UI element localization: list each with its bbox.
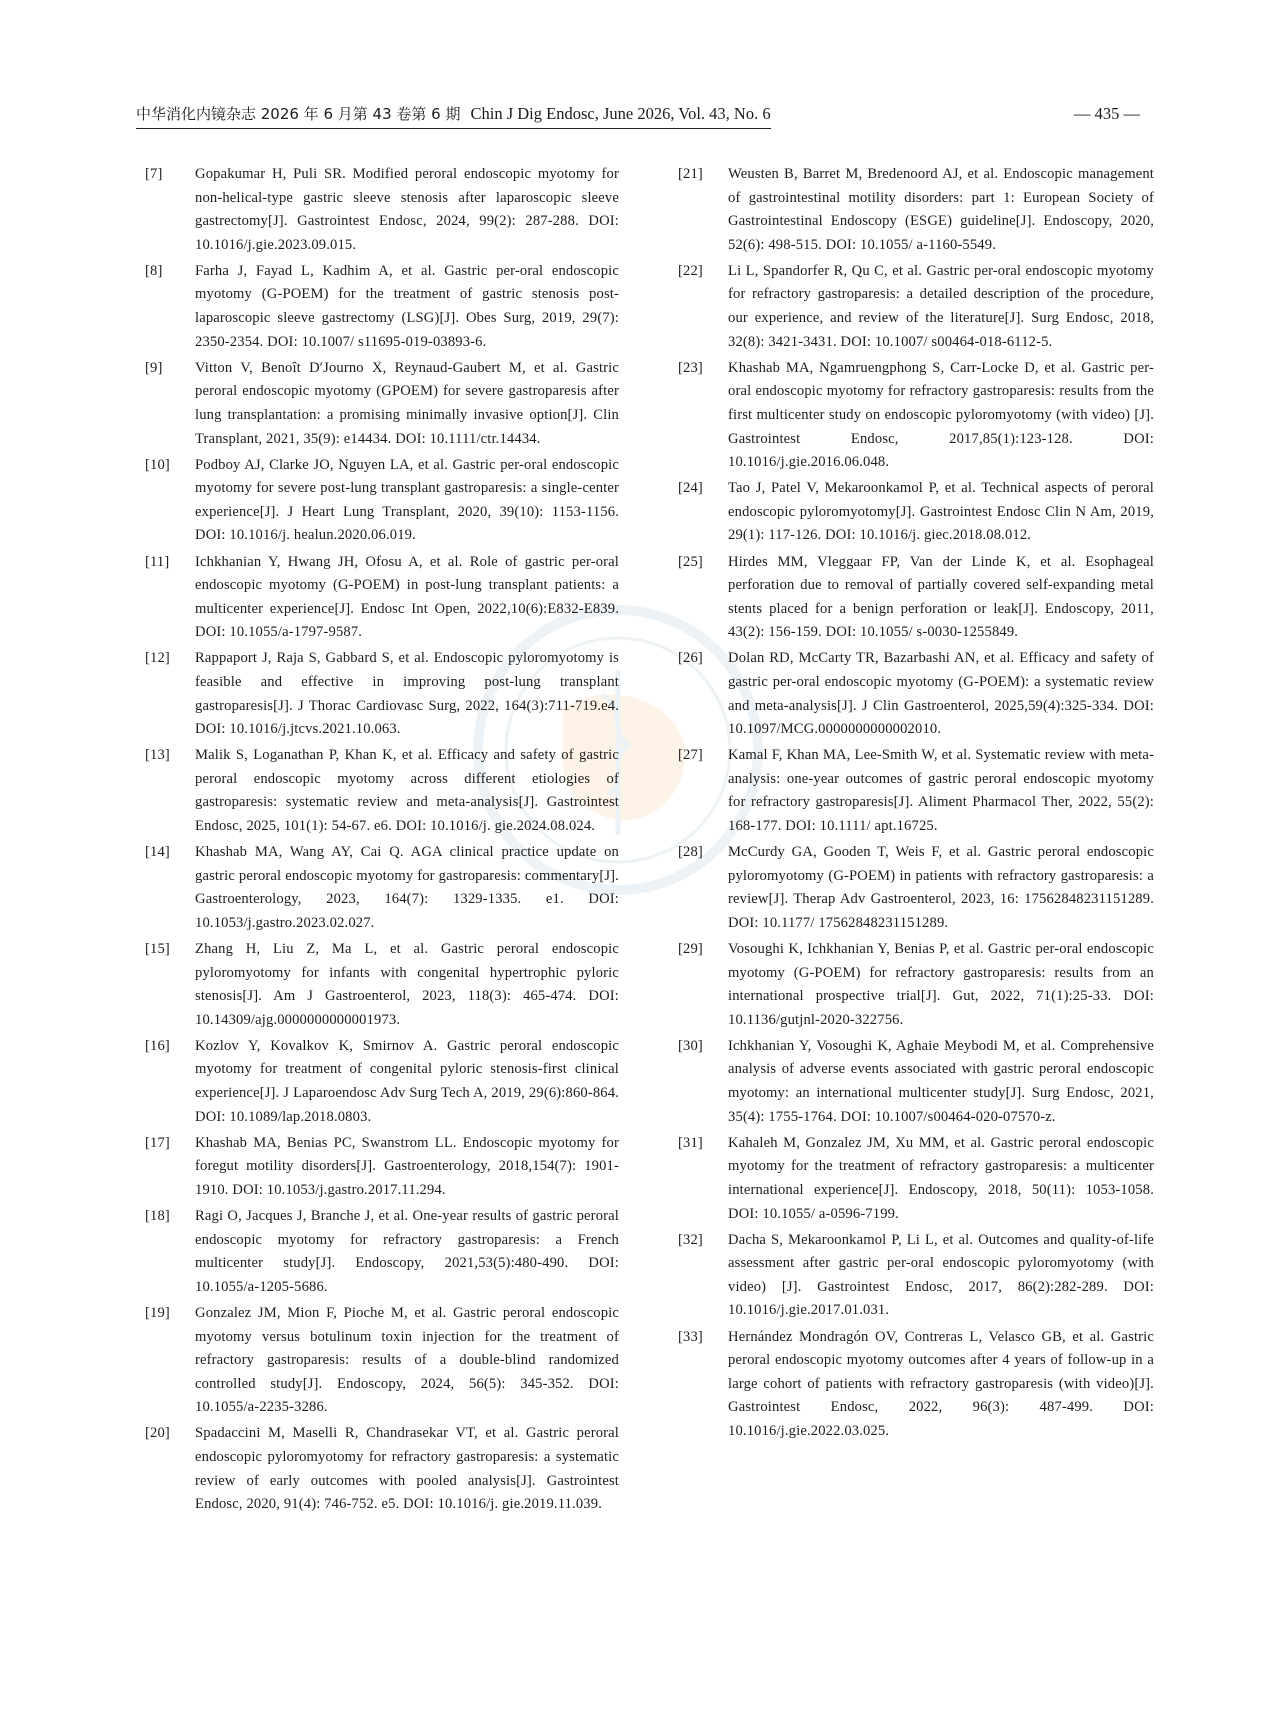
reference-text: Khashab MA, Ngamruengphong S, Carr-Locke D, et al. Gastric per-oral endoscopic myotomy for refractory gastroparesis: results from the first multicenter study on endoscopic pyloromyotomy (with video) [J]. Gastrointest Endosc, 2017,85(1):123-128. DOI: 10.1016/j.gie.2016.06.048. [728,359,1154,471]
reference-number: [16] [145,1037,170,1054]
journal-citation [136,103,771,129]
reference-item [145,551,619,645]
reference-text: Rappaport J, Raja S, Gabbard S, et al. Endoscopic pyloromyotomy is feasible and effective in improving post-lung transplant gastroparesis[J]. J Thorac Cardiovasc Surg, 2022, 164(3):711-719.e4. DOI: 10.1016/j.jtcvs.2021.10.063. [195,650,619,738]
reference-number: [17] [145,1134,170,1151]
reference-item [145,260,619,354]
reference-number: [33] [678,1328,703,1345]
reference-number: [15] [145,941,170,957]
reference-number: [19] [145,1304,170,1321]
reference-item [678,841,1154,935]
reference-item [678,551,1154,645]
reference-text: Ichkhanian Y, Hwang JH, Ofosu A, et al. Role of gastric per-oral endoscopic myotomy (G-POEM) in post-lung transplant patients: a multicenter experience[J]. Endosc Int Open, 2022,10(6):E832-E839. DOI: 10.1055/a-1797-9587. [195,553,619,641]
reference-number: [12] [145,650,170,667]
reference-text: Khashab MA, Benias PC, Swanstrom LL. Endoscopic myotomy for foregut motility disorders[J]. Gastroenterology, 2018,154(7): 1901-1910. DOI: 10.1053/j.gastro.2017.11.294. [195,1134,619,1198]
reference-item [678,1229,1154,1323]
reference-number: [8] [145,262,163,279]
journal-name-en: Chin J Dig Endosc, June 2026, Vol. 43, No. 6 [470,104,771,123]
page-number: — 435 — [1074,104,1140,123]
reference-item [145,841,619,935]
reference-item [678,357,1154,475]
reference-number: [27] [678,747,703,764]
reference-item [145,744,619,838]
reference-text: Li L, Spandorfer R, Qu C, et al. Gastric per-oral endoscopic myotomy for refractory gastroparesis: a detailed description of the procedure, our experience, and review of the literature[J]. Surg Endosc, 2018, 32(8): 3421-3431. DOI: 10.1007/ s00464-018-6112-5. [728,262,1154,350]
reference-number: [28] [678,844,703,861]
reference-item [678,260,1154,354]
reference-number: [25] [678,553,703,570]
reference-text: Hirdes MM, Vleggaar FP, Van der Linde K, et al. Esophageal perforation due to removal of partially covered self-expanding metal stents placed for a benign perforation or leak[J]. Endoscopy, 2011, 43(2): 156-159. DOI: 10.1055/ s-0030-1255849. [728,553,1154,641]
reference-number: [21] [678,166,703,182]
reference-item [145,357,619,451]
reference-item [678,938,1154,1032]
reference-text: Weusten B, Barret M, Bredenoord AJ, et al. Endoscopic management of gastrointestinal motility disorders: part 1: European Society of Gastrointestinal Endoscopy (ESGE) guideline[J]. Endoscopy, 2020, 52(6): 498-515. DOI: 10.1055/ a-1160-5549. [728,166,1154,253]
reference-text: Zhang H, Liu Z, Ma L, et al. Gastric peroral endoscopic pyloromyotomy for infants with congenital hypertrophic pyloric stenosis[J]. Am J Gastroenterol, 2023, 118(3): 465-474. DOI: 10.14309/ajg.0000000000001973. [195,941,619,1028]
reference-text: Spadaccini M, Maselli R, Chandrasekar VT, et al. Gastric peroral endoscopic pyloromyotomy for refractory gastroparesis: a systematic review of early outcomes with pooled analysis[J]. Gastrointest Endosc, 2020, 91(4): 746-752. e5. DOI: 10.1016/j. gie.2019.11.039. [195,1425,619,1513]
reference-text: Ichkhanian Y, Vosoughi K, Aghaie Meybodi M, et al. Comprehensive analysis of adverse events associated with gastric peroral endoscopic myotomy: an international multicenter study[J]. Surg Endosc, 2021, 35(4): 1755-1764. DOI: 10.1007/s00464-020-07570-z. [728,1037,1154,1125]
reference-item [678,477,1154,548]
reference-text: Ragi O, Jacques J, Branche J, et al. One-year results of gastric peroral endoscopic myotomy for refractory gastroparesis: a French multicenter study[J]. Endoscopy, 2021,53(5):480-490. DOI: 10.1055/a-1205-5686. [195,1208,619,1295]
reference-text: Khashab MA, Wang AY, Cai Q. AGA clinical practice update on gastric peroral endoscopic myotomy for gastroparesis: commentary[J]. Gastroenterology, 2023, 164(7): 1329-1335. e1. DOI: 10.1053/j.gastro.2023.02.027. [195,844,619,931]
reference-item [145,454,619,548]
reference-text: Tao J, Patel V, Mekaroonkamol P, et al. Technical aspects of peroral endoscopic pyloromyotomy[J]. Gastrointest Endosc Clin N Am, 2019, 29(1): 117-126. DOI: 10.1016/j. giec.2018.08.012. [728,480,1154,544]
reference-text: Podboy AJ, Clarke JO, Nguyen LA, et al. Gastric per-oral endoscopic myotomy for severe post-lung transplant gastroparesis: a single-center experience[J]. J Heart Lung Transplant, 2020, 39(10): 1153-1156. DOI: 10.1016/j. healun.2020.06.019. [195,456,619,544]
reference-number: [13] [145,747,170,764]
reference-item [678,1326,1154,1444]
reference-text: Farha J, Fayad L, Kadhim A, et al. Gastric per-oral endoscopic myotomy (G-POEM) for the treatment of gastric stenosis post-laparoscopic sleeve gastrectomy (LSG)[J]. Obes Surg, 2019, 29(7): 2350-2354. DOI: 10.1007/ s11695-019-03893-6. [195,262,619,350]
reference-number: [24] [678,480,703,497]
reference-number: [32] [678,1231,703,1248]
reference-number: [31] [678,1134,703,1151]
reference-item [145,938,619,1032]
reference-text: Gopakumar H, Puli SR. Modified peroral endoscopic myotomy for non-helical-type gastric sleeve stenosis after laparoscopic sleeve gastrectomy[J]. Gastrointest Endosc, 2024, 99(2): 287-288. DOI: 10.1016/j.gie.2023.09.015. [195,166,619,253]
reference-item [145,1422,619,1516]
reference-number: [29] [678,941,703,957]
reference-number: [10] [145,456,170,473]
reference-number: [11] [145,553,170,570]
reference-item [145,163,619,257]
reference-number: [30] [678,1037,703,1054]
reference-text: Dacha S, Mekaroonkamol P, Li L, et al. Outcomes and quality-of-life assessment after gastric per-oral endoscopic pyloromyotomy (with video) [J]. Gastrointest Endosc, 2017, 86(2):282-289. DOI: 10.1016/j.gie.2017.01.031. [728,1231,1154,1319]
reference-text: McCurdy GA, Gooden T, Weis F, et al. Gastric peroral endoscopic pyloromyotomy (G-POEM) in patients with refractory gastroparesis: a review[J]. Therap Adv Gastroenterol, 2023, 16: 17562848231151289. DOI: 10.1177/ 17562848231151289. [728,844,1154,931]
reference-item [678,1035,1154,1129]
running-header [136,103,1140,129]
reference-number: [20] [145,1425,170,1442]
reference-number: [7] [145,166,163,182]
reference-number: [26] [678,650,703,667]
reference-text: Malik S, Loganathan P, Khan K, et al. Efficacy and safety of gastric peroral endoscopic myotomy across different etiologies of gastroparesis: systematic review and meta-analysis[J]. Gastrointest Endosc, 2025, 101(1): 54-67. e6. DOI: 10.1016/j. gie.2024.08.024. [195,747,619,835]
reference-text: Vosoughi K, Ichkhanian Y, Benias P, et al. Gastric per-oral endoscopic myotomy (G-POEM) for refractory gastroparesis: results from an international prospective trial[J]. Gut, 2022, 71(1):25-33. DOI: 10.1136/gutjnl-2020-322756. [728,941,1154,1028]
reference-text: Gonzalez JM, Mion F, Pioche M, et al. Gastric peroral endoscopic myotomy versus botulinum toxin injection for the treatment of refractory gastroparesis: results of a double-blind randomized controlled study[J]. Endoscopy, 2024, 56(5): 345-352. DOI: 10.1055/a-2235-3286. [195,1304,619,1416]
reference-number: [23] [678,359,703,376]
reference-item [678,1132,1154,1226]
reference-number: [9] [145,359,163,376]
reference-text: Kamal F, Khan MA, Lee-Smith W, et al. Systematic review with meta-analysis: one-year outcomes of gastric peroral endoscopic myotomy for refractory gastroparesis[J]. Aliment Pharmacol Ther, 2022, 55(2): 168-177. DOI: 10.1111/ apt.16725. [728,747,1154,835]
reference-list-left [145,163,619,1519]
reference-item [678,647,1154,741]
reference-list-right [678,163,1154,1446]
reference-item [145,1205,619,1299]
reference-text: Hernández Mondragón OV, Contreras L, Velasco GB, et al. Gastric peroral endoscopic myotomy outcomes after 4 years of follow-up in a large cohort of patients with refractory gastroparesis (with video)[J]. Gastrointest Endosc, 2022, 96(3): 487-499. DOI: 10.1016/j.gie.2022.03.025. [728,1328,1154,1439]
reference-item [145,1302,619,1420]
reference-text: Vitton V, Benoît D′Journo X, Reynaud-Gaubert M, et al. Gastric peroral endoscopic myotomy (GPOEM) for severe gastroparesis after lung transplantation: a promising minimally invasive option[J]. Clin Transplant, 2021, 35(9): e14434. DOI: 10.1111/ctr.14434. [195,359,619,447]
reference-item [145,1035,619,1129]
reference-item [145,647,619,741]
reference-number: [22] [678,262,703,279]
journal-name-zh: 中华消化内镜杂志 2026 年 6 月第 43 卷第 6 期 [136,105,461,123]
reference-item [145,1132,619,1203]
reference-item [678,744,1154,838]
reference-number: [18] [145,1208,170,1225]
reference-text: Dolan RD, McCarty TR, Bazarbashi AN, et al. Efficacy and safety of gastric per-oral endoscopic myotomy (G-POEM): a systematic review and meta-analysis[J]. J Clin Gastroenterol, 2025,59(4):325-334. DOI: 10.1097/MCG.0000000000002010. [728,650,1154,738]
reference-text: Kozlov Y, Kovalkov K, Smirnov A. Gastric peroral endoscopic myotomy for treatment of congenital pyloric stenosis-first clinical experience[J]. J Laparoendosc Adv Surg Tech A, 2019, 29(6):860-864. DOI: 10.1089/lap.2018.0803. [195,1037,619,1125]
reference-text: Kahaleh M, Gonzalez JM, Xu MM, et al. Gastric peroral endoscopic myotomy for the treatment of refractory gastroparesis: a multicenter international experience[J]. Endoscopy, 2018, 50(11): 1053-1058. DOI: 10.1055/ a-0596-7199. [728,1134,1154,1222]
reference-item [678,163,1154,257]
reference-number: [14] [145,844,170,861]
